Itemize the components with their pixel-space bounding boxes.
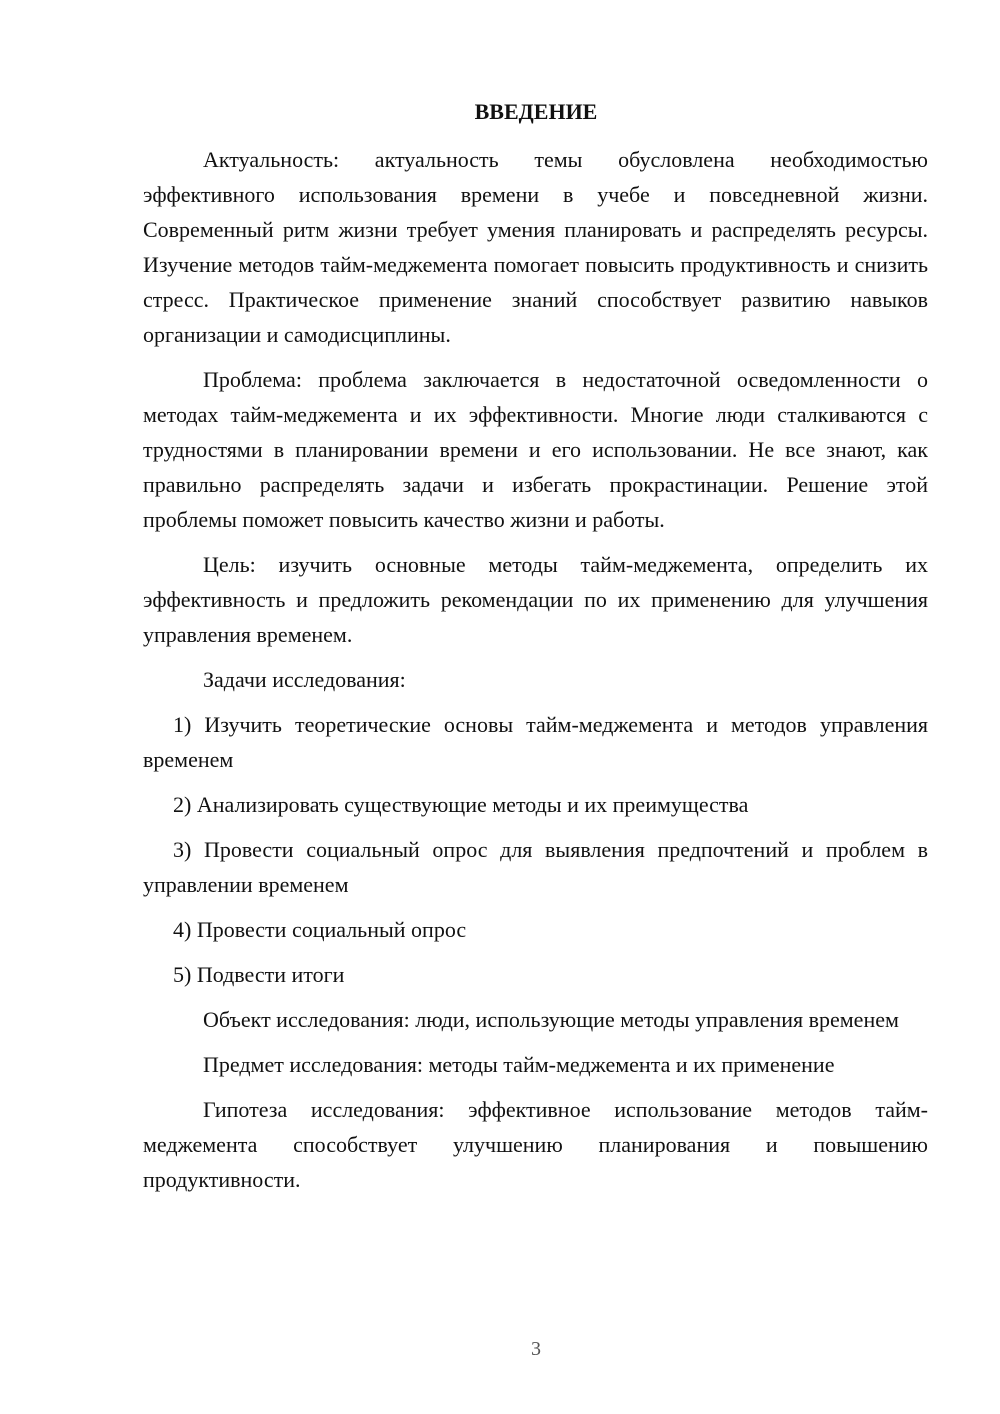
subject-paragraph: Предмет исследования: методы тайм-меджемента и их применение [203,1052,835,1077]
task-item-3: 3) Провести социальный опрос для выявления предпочтений и проблем в управлении временем [143,837,928,897]
introduction-body [143,142,928,1207]
page-number: 3 [531,1338,541,1360]
task-item-4: 4) Провести социальный опрос [173,917,467,942]
hypothesis-paragraph: Гипотеза исследования: эффективное использование методов тайм-меджемента способствует улучшению планирования и повышению продуктивности. [143,1097,928,1192]
task-item-5: 5) Подвести итоги [173,962,345,987]
relevance-paragraph: Актуальность: актуальность темы обусловлена необходимостью эффективного использования времени в учебе и повседневной жизни. Современный ритм жизни требует умения планировать и распределять ресурсы. Изучение методов тайм-меджемента помогает повысить продуктивность и снизить стресс. Практическое применение знаний способствует развитию навыков организации и самодисциплины. [143,147,928,347]
task-item-2: 2) Анализировать существующие методы и их преимущества [173,792,749,817]
page-heading: ВВЕДЕНИЕ [474,99,598,124]
goal-paragraph: Цель: изучить основные методы тайм-меджемента, определить их эффективность и предложить рекомендации по их применению для улучшения управления временем. [143,552,928,647]
problem-paragraph: Проблема: проблема заключается в недостаточной осведомленности о методах тайм-меджемента и их эффективности. Многие люди сталкиваются с трудностями в планировании времени и его использовании. Не все знают, как правильно распределять задачи и избегать прокрастинации. Решение этой проблемы поможет повысить качество жизни и работы. [143,367,928,532]
object-paragraph: Объект исследования: люди, использующие методы управления временем [203,1007,899,1032]
tasks-heading: Задачи исследования: [203,667,406,692]
task-item-1: 1) Изучить теоретические основы тайм-меджемента и методов управления временем [143,712,928,772]
